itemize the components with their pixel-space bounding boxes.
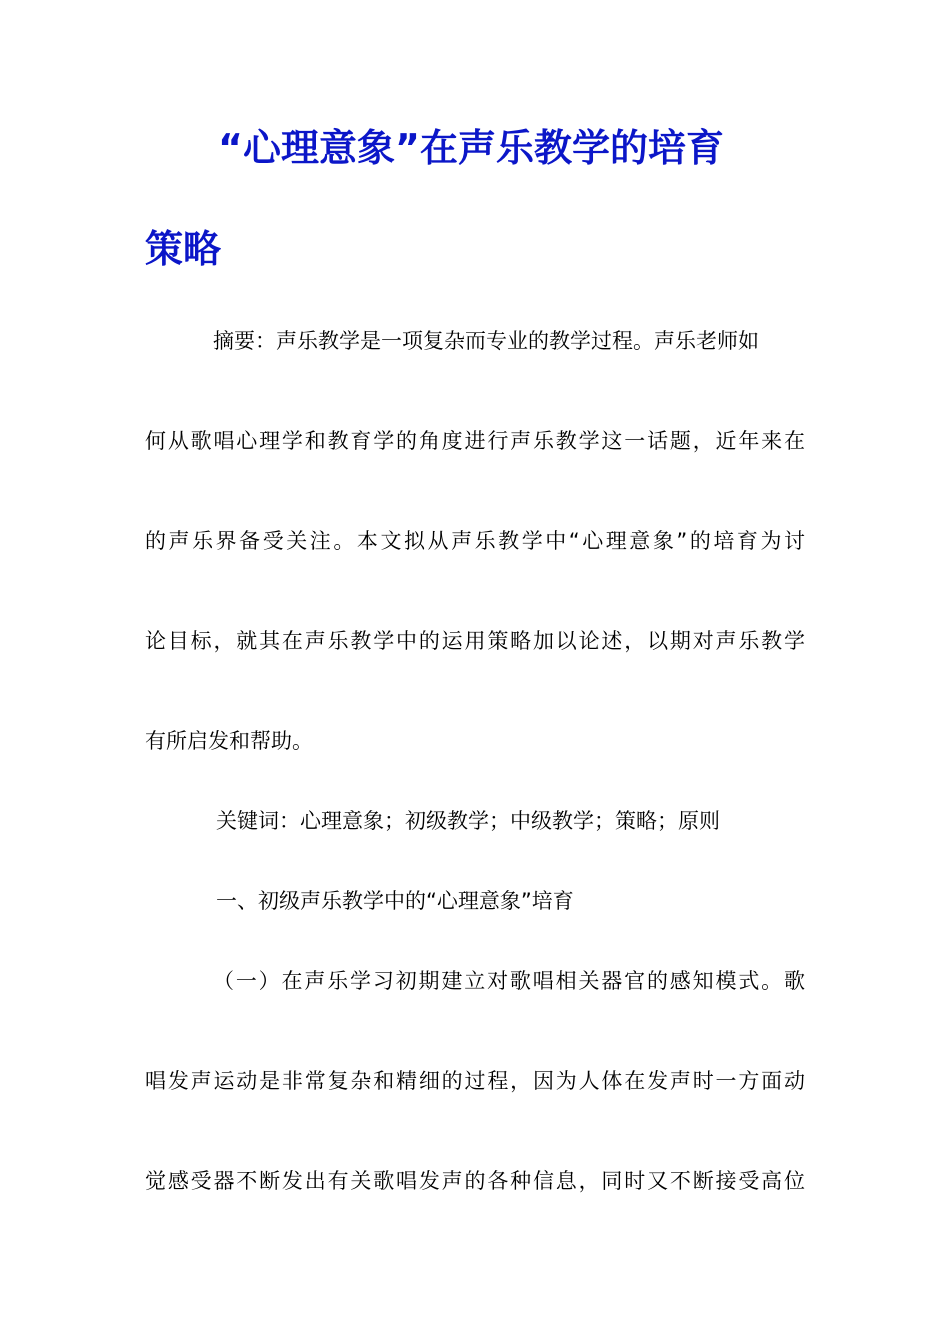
document-title-line-1: “心理意象”在声乐教学的培育: [218, 126, 724, 170]
abstract-line-4: 论目标，就其在声乐教学中的运用策略加以论述，以期对声乐教学: [145, 629, 805, 653]
keywords-line: 关键词：心理意象；初级教学；中级教学；策略；原则: [216, 809, 720, 833]
body-line-1: （一）在声乐学习初期建立对歌唱相关器官的感知模式。歌: [213, 969, 805, 993]
body-line-2: 唱发声运动是非常复杂和精细的过程，因为人体在发声时一方面动: [145, 1069, 805, 1093]
abstract-line-5: 有所启发和帮助。: [145, 729, 313, 753]
section-heading: 一、初级声乐教学中的“心理意象”培育: [216, 889, 574, 913]
abstract-line-2: 何从歌唱心理学和教育学的角度进行声乐教学这一话题，近年来在: [145, 429, 805, 453]
abstract-line-3: 的声乐界备受关注。本文拟从声乐教学中“心理意象”的培育为讨: [145, 529, 805, 553]
abstract-line-1: 摘要：声乐教学是一项复杂而专业的教学过程。声乐老师如: [213, 329, 759, 353]
body-line-3: 觉感受器不断发出有关歌唱发声的各种信息，同时又不断接受高位: [145, 1169, 805, 1193]
document-title-line-2: 策略: [145, 227, 222, 271]
